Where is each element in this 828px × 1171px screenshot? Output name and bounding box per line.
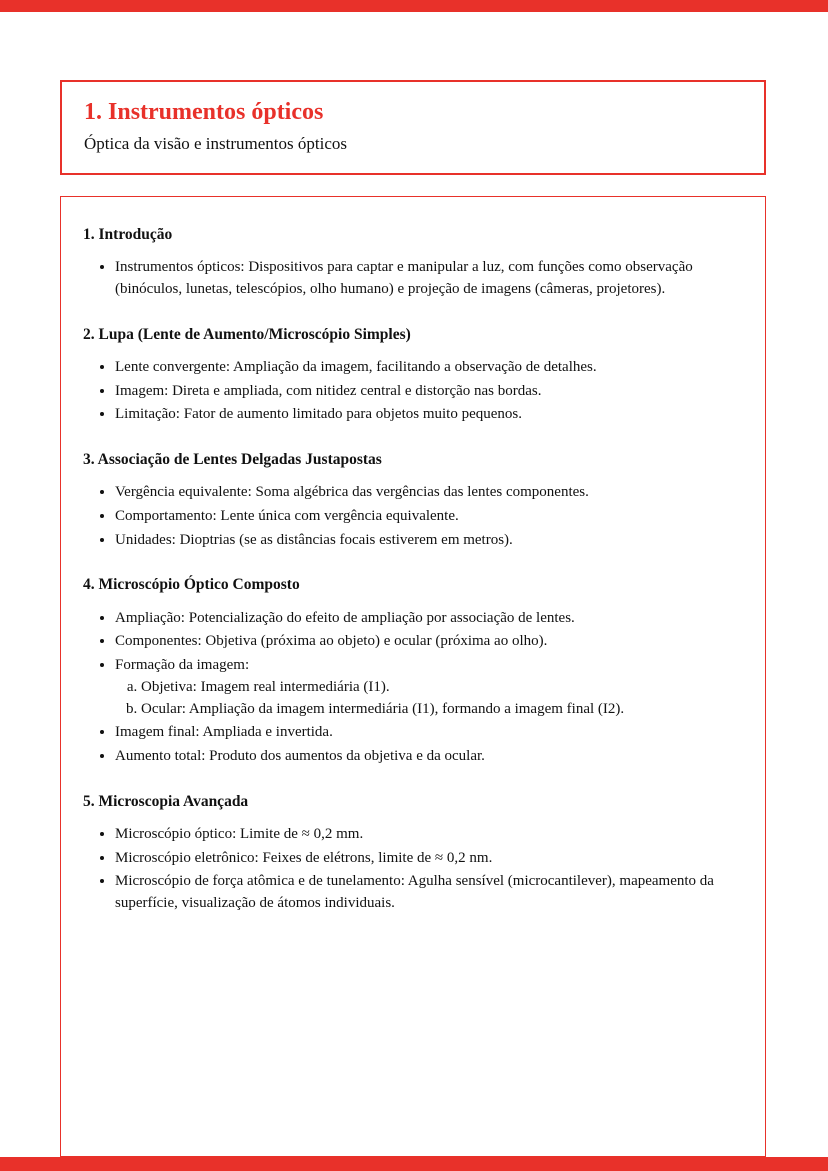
document-content-box: [60, 196, 766, 1157]
bullet-list: [83, 257, 739, 301]
bullet-item: • Microscópio de força atômica e de tunelamento: Agulha sensível (microcantilever), mapeamento da superfície, visualização de átomos individuais.: [115, 871, 739, 915]
bullet-item: • Lente convergente: Ampliação da imagem, facilitando a observação de detalhes.: [115, 357, 739, 379]
section-heading: 2. Lupa (Lente de Aumento/Microscópio Simples): [83, 325, 411, 343]
bottom-accent-bar: [0, 1157, 828, 1171]
section-associacao-lentes: [83, 450, 739, 551]
bullet-item: • Microscópio óptico: Limite de ≈ 0,2 mm.: [115, 824, 739, 846]
bullet-item: • Microscópio eletrônico: Feixes de elétrons, limite de ≈ 0,2 nm.: [115, 848, 739, 870]
section-heading: 1. Introdução: [83, 226, 173, 243]
bullet-item: • Aumento total: Produto dos aumentos da objetiva e da ocular.: [115, 746, 739, 768]
page-subtitle: Óptica da visão e instrumentos ópticos: [84, 133, 347, 153]
bullet-list: [83, 608, 739, 768]
bullet-list: [83, 357, 739, 426]
page-title: 1. Instrumentos ópticos: [84, 99, 324, 125]
top-accent-bar: [0, 0, 828, 12]
bullet-item: • Ampliação: Potencialização do efeito de ampliação por associação de lentes.: [115, 608, 739, 630]
bullet-item: • Comportamento: Lente única com vergência equivalente.: [115, 506, 739, 528]
bullet-item: • Vergência equivalente: Soma algébrica das vergências das lentes componentes.: [115, 482, 739, 504]
section-heading: 4. Microscópio Óptico Composto: [83, 576, 300, 594]
section-heading: 3. Associação de Lentes Delgadas Justapostas: [83, 451, 382, 469]
bullet-item: • Unidades: Dioptrias (se as distâncias focais estiverem em metros).: [115, 530, 739, 552]
bullet-item: • Instrumentos ópticos: Dispositivos para captar e manipular a luz, com funções como observação (binóculos, lunetas, telescópios, olho humano) e projeção de imagens (câmeras, projetores).: [115, 257, 739, 301]
bullet-item-label: Formação da imagem:: [115, 657, 250, 674]
bullet-list: [83, 482, 739, 551]
bullet-item: • Imagem final: Ampliada e invertida.: [115, 722, 739, 744]
sub-list-item: b. Ocular: Ampliação da imagem intermediária (I1), formando a imagem final (I2).: [141, 699, 739, 721]
section-heading: 5. Microscopia Avançada: [83, 792, 249, 810]
bullet-item: • Limitação: Fator de aumento limitado para objetos muito pequenos.: [115, 404, 739, 426]
sub-list: [115, 677, 739, 721]
bullet-list: [83, 824, 739, 915]
section-microscopia-avancada: [83, 792, 739, 915]
section-microscopio-composto: [83, 575, 739, 767]
sub-list-item: a. Objetiva: Imagem real intermediária (I1).: [141, 677, 739, 699]
bullet-item: • Imagem: Direta e ampliada, com nitidez central e distorção nas bordas.: [115, 381, 739, 403]
section-lupa: [83, 325, 739, 426]
bullet-item: • Componentes: Objetiva (próxima ao objeto) e ocular (próxima ao olho).: [115, 631, 739, 653]
section-introducao: [83, 225, 739, 301]
bullet-item: [115, 655, 739, 720]
document-header-box: [60, 80, 766, 175]
